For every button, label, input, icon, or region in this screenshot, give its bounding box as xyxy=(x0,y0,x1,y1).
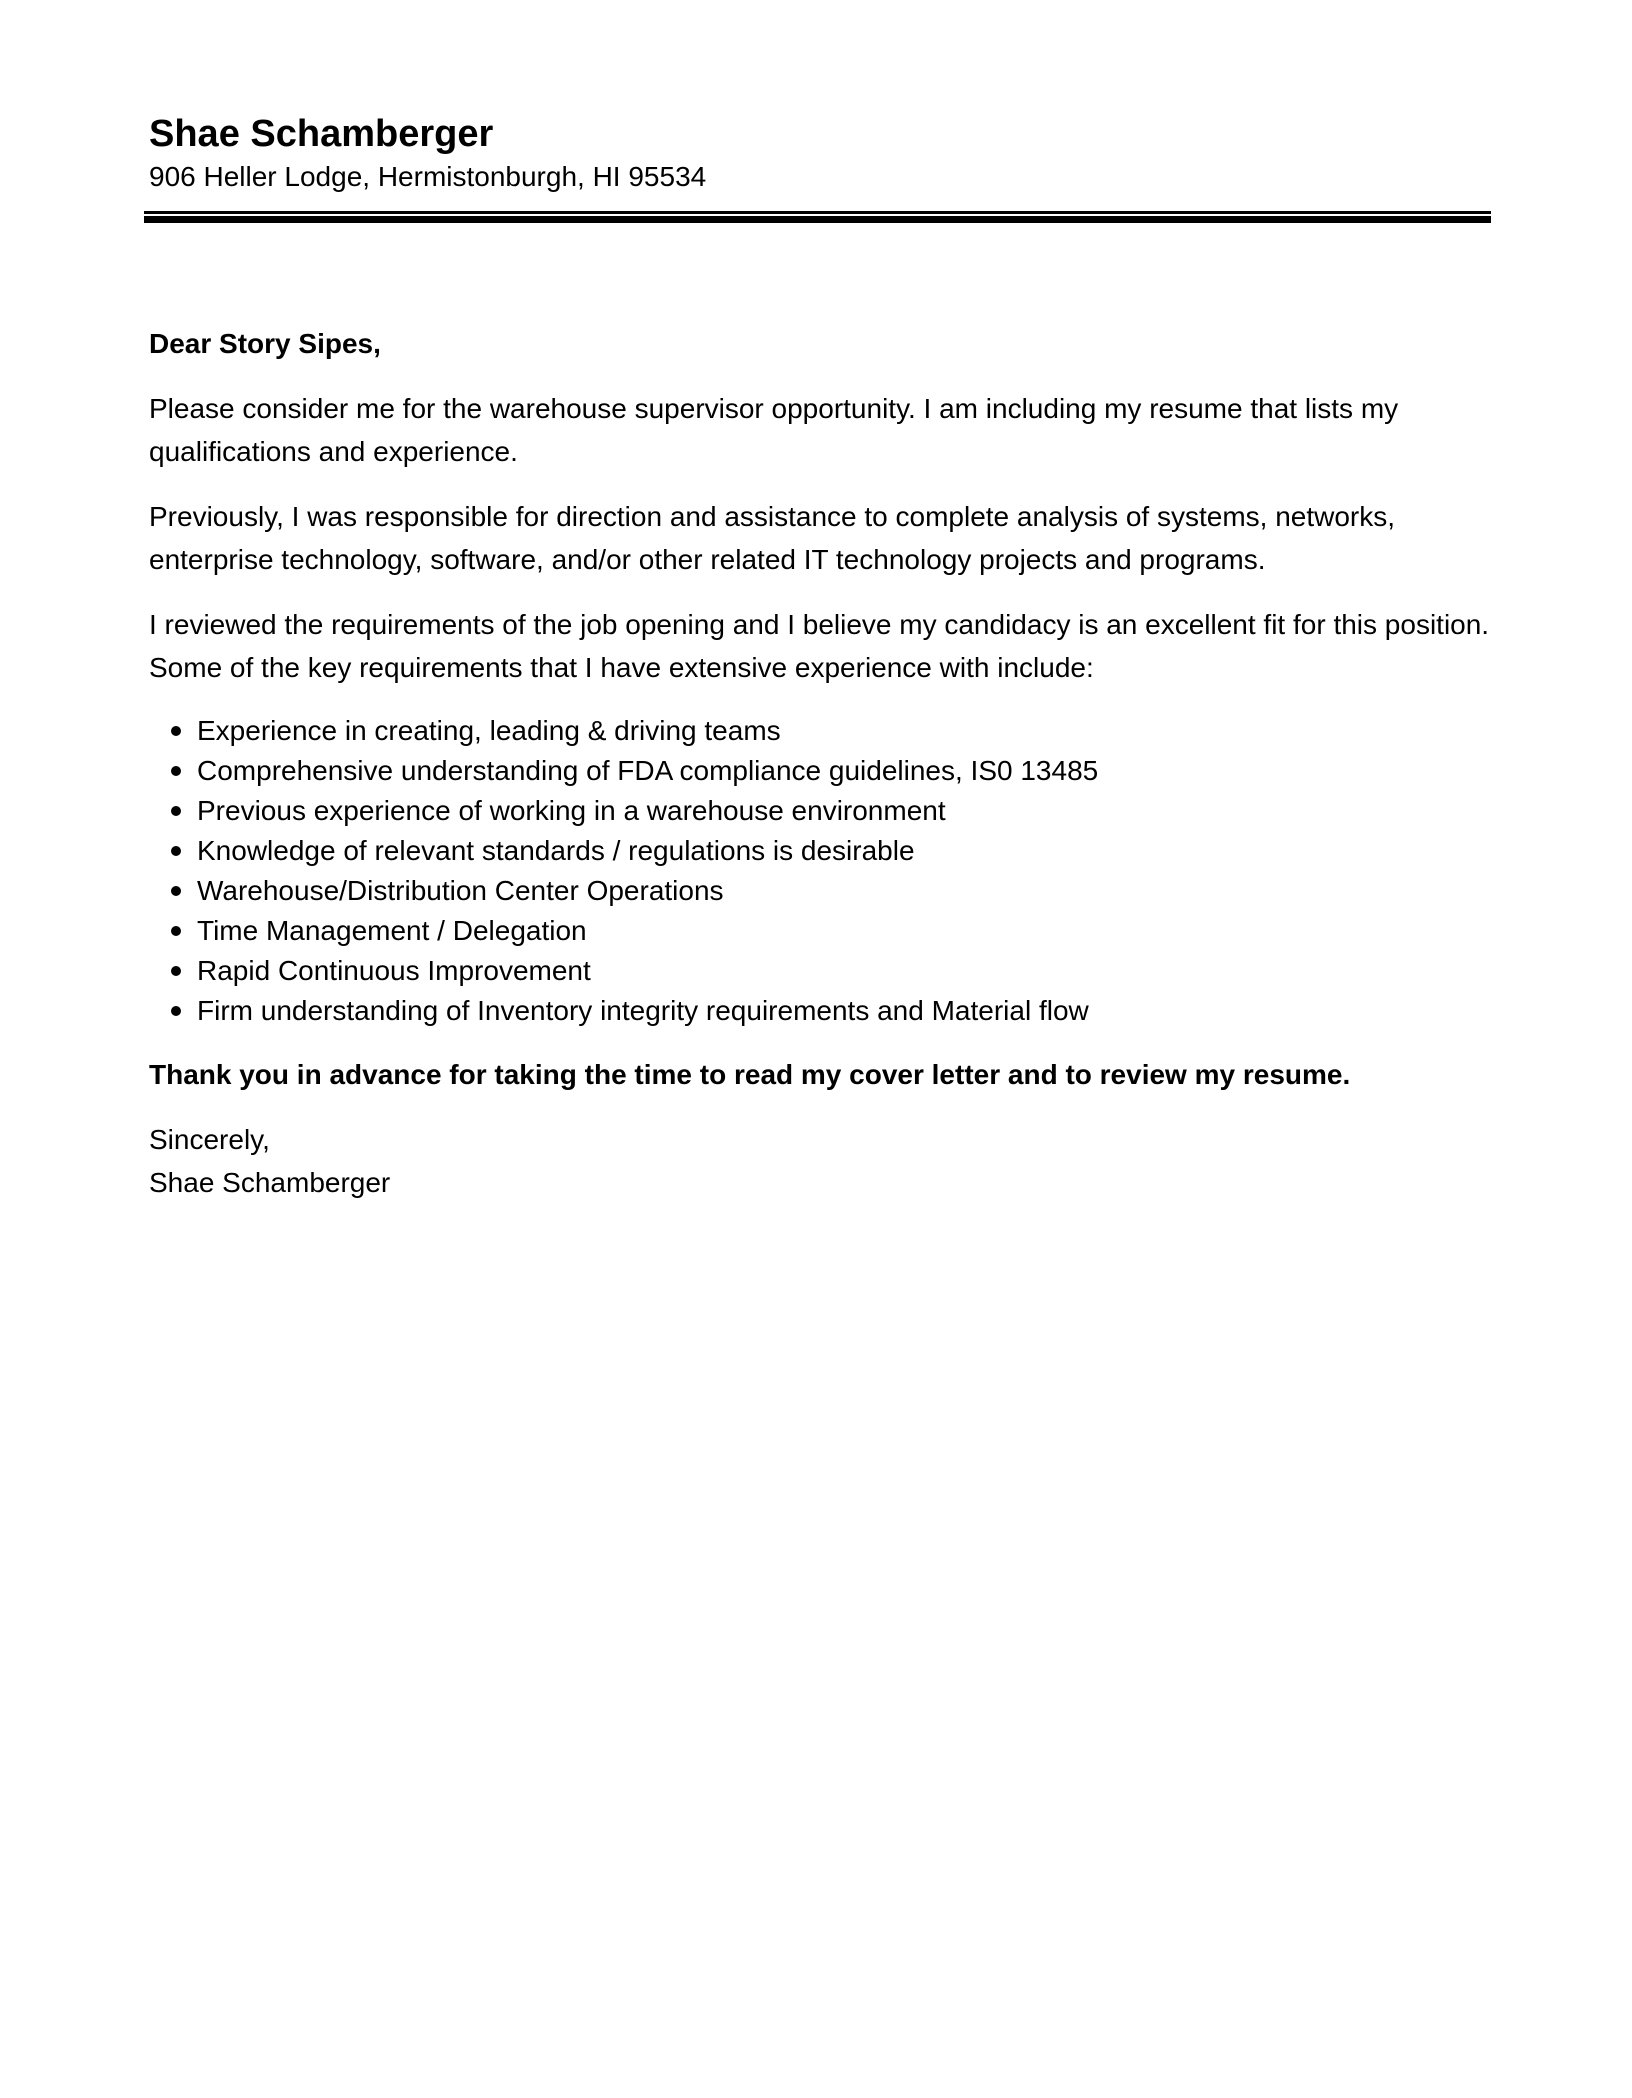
divider-thin-line xyxy=(144,211,1491,214)
sender-name: Shae Schamberger xyxy=(149,113,494,155)
bullet-icon xyxy=(171,1006,181,1016)
list-item xyxy=(149,711,1494,751)
letter-header xyxy=(149,110,1489,196)
list-item xyxy=(149,951,1494,991)
bullet-icon xyxy=(171,766,181,776)
bullet-icon xyxy=(171,886,181,896)
requirements-list xyxy=(149,711,1494,1031)
paragraph-intro: Please consider me for the warehouse supervisor opportunity. I am including my resume that lists my qualifications and experience. xyxy=(149,393,1399,467)
bullet-icon xyxy=(171,926,181,936)
bullet-icon xyxy=(171,846,181,856)
bullet-icon xyxy=(171,966,181,976)
paragraph-requirements: I reviewed the requirements of the job opening and I believe my candidacy is an excellent fit for this position. Some of the key requirements that I have extensive experience with include: xyxy=(149,609,1490,683)
list-item-text: Firm understanding of Inventory integrity requirements and Material flow xyxy=(197,995,1089,1026)
signature-name: Shae Schamberger xyxy=(149,1167,391,1198)
list-item-text: Comprehensive understanding of FDA compliance guidelines, IS0 13485 xyxy=(197,755,1099,786)
list-item-text: Time Management / Delegation xyxy=(197,915,587,946)
sender-address: 906 Heller Lodge, Hermistonburgh, HI 95534 xyxy=(149,161,707,192)
list-item-text: Warehouse/Distribution Center Operations xyxy=(197,875,724,906)
header-divider xyxy=(144,211,1491,223)
salutation: Dear Story Sipes, xyxy=(149,328,381,359)
closing-line: Thank you in advance for taking the time to read my cover letter and to review my resume. xyxy=(149,1059,1351,1090)
letter-body xyxy=(149,322,1494,1204)
list-item xyxy=(149,791,1494,831)
list-item-text: Previous experience of working in a warehouse environment xyxy=(197,795,946,826)
list-item xyxy=(149,911,1494,951)
bullet-icon xyxy=(171,806,181,816)
list-item-text: Knowledge of relevant standards / regulations is desirable xyxy=(197,835,915,866)
list-item xyxy=(149,871,1494,911)
bullet-icon xyxy=(171,726,181,736)
paragraph-experience: Previously, I was responsible for direction and assistance to complete analysis of systems, networks, enterprise technology, software, and/or other related IT technology projects and programs. xyxy=(149,501,1396,575)
list-item xyxy=(149,831,1494,871)
signoff: Sincerely, xyxy=(149,1124,270,1155)
list-item xyxy=(149,991,1494,1031)
divider-thick-line xyxy=(144,216,1491,223)
list-item-text: Experience in creating, leading & driving teams xyxy=(197,715,781,746)
list-item xyxy=(149,751,1494,791)
list-item-text: Rapid Continuous Improvement xyxy=(197,955,591,986)
